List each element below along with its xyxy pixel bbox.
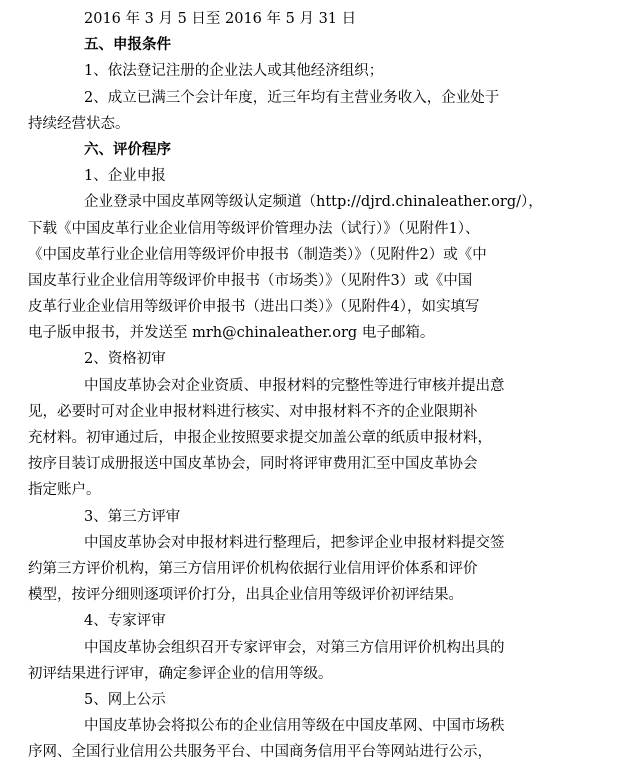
- section-heading-procedure: 六、评价程序: [84, 141, 171, 158]
- paragraph-line: 企业登录中国皮革网等级认定频道（http://djrd.chinaleather.org/），: [84, 194, 543, 211]
- paragraph-line: 按序目装订成册报送中国皮革协会，同时将评审费用汇至中国皮革协会: [28, 456, 478, 473]
- section-heading-conditions: 五、申报条件: [84, 37, 171, 54]
- paragraph-line: 见，必要时可对企业申报材料进行核实、对申报材料不齐的企业限期补: [28, 403, 478, 420]
- condition-item-2: 2、成立已满三个会计年度，近三年均有主营业务收入，企业处于: [84, 89, 500, 106]
- condition-item-1: 1、依法登记注册的企业法人或其他经济组织；: [84, 63, 384, 80]
- date-range-line: 2016 年 3 月 5 日至 2016 年 5 月 31 日: [84, 11, 357, 27]
- paragraph-line: 下载《中国皮革行业企业信用等级评价管理办法（试行）》（见附件1）、: [28, 220, 480, 237]
- step-heading-5: 5、网上公示: [84, 691, 166, 708]
- condition-item-2-cont: 持续经营状态。: [28, 115, 130, 132]
- paragraph-line: 《中国皮革行业企业信用等级评价申报书（制造类）》（见附件2）或《中: [28, 246, 487, 263]
- paragraph-line: 皮革行业企业信用等级评价申报书（进出口类）》（见附件4），如实填写: [28, 299, 480, 316]
- paragraph-line: 中国皮革协会对申报材料进行整理后，把参评企业申报材料提交签: [84, 534, 505, 551]
- paragraph-line: 中国皮革协会将拟公布的企业信用等级在中国皮革网、中国市场秩: [84, 718, 505, 735]
- paragraph-line: 中国皮革协会组织召开专家评审会，对第三方信用评价机构出具的: [84, 639, 505, 656]
- paragraph-line: 序网、全国行业信用公共服务平台、中国商务信用平台等网站进行公示，: [28, 744, 492, 761]
- step-heading-2: 2、资格初审: [84, 351, 166, 368]
- paragraph-line: 充材料。初审通过后，申报企业按照要求提交加盖公章的纸质申报材料，: [28, 430, 492, 446]
- paragraph-line: 模型，按评分细则逐项评价打分，出具企业信用等级评价初评结果。: [28, 587, 463, 604]
- step-heading-3: 3、第三方评审: [84, 508, 181, 525]
- paragraph-line: 初评结果进行评审，确定参评企业的信用等级。: [28, 665, 333, 682]
- step-heading-4: 4、专家评审: [84, 613, 166, 630]
- paragraph-line: 电子版申报书，并发送至 mrh@chinaleather.org 电子邮箱。: [28, 325, 435, 342]
- paragraph-line: 约第三方评价机构，第三方信用评价机构依据行业信用评价体系和评价: [28, 560, 478, 577]
- step-heading-1: 1、企业申报: [84, 168, 166, 185]
- paragraph-line: 国皮革行业企业信用等级评价申报书（市场类）》（见附件3）或《中国: [28, 272, 473, 289]
- paragraph-line: 指定账户。: [28, 482, 101, 499]
- paragraph-line: 中国皮革协会对企业资质、申报材料的完整性等进行审核并提出意: [84, 377, 505, 394]
